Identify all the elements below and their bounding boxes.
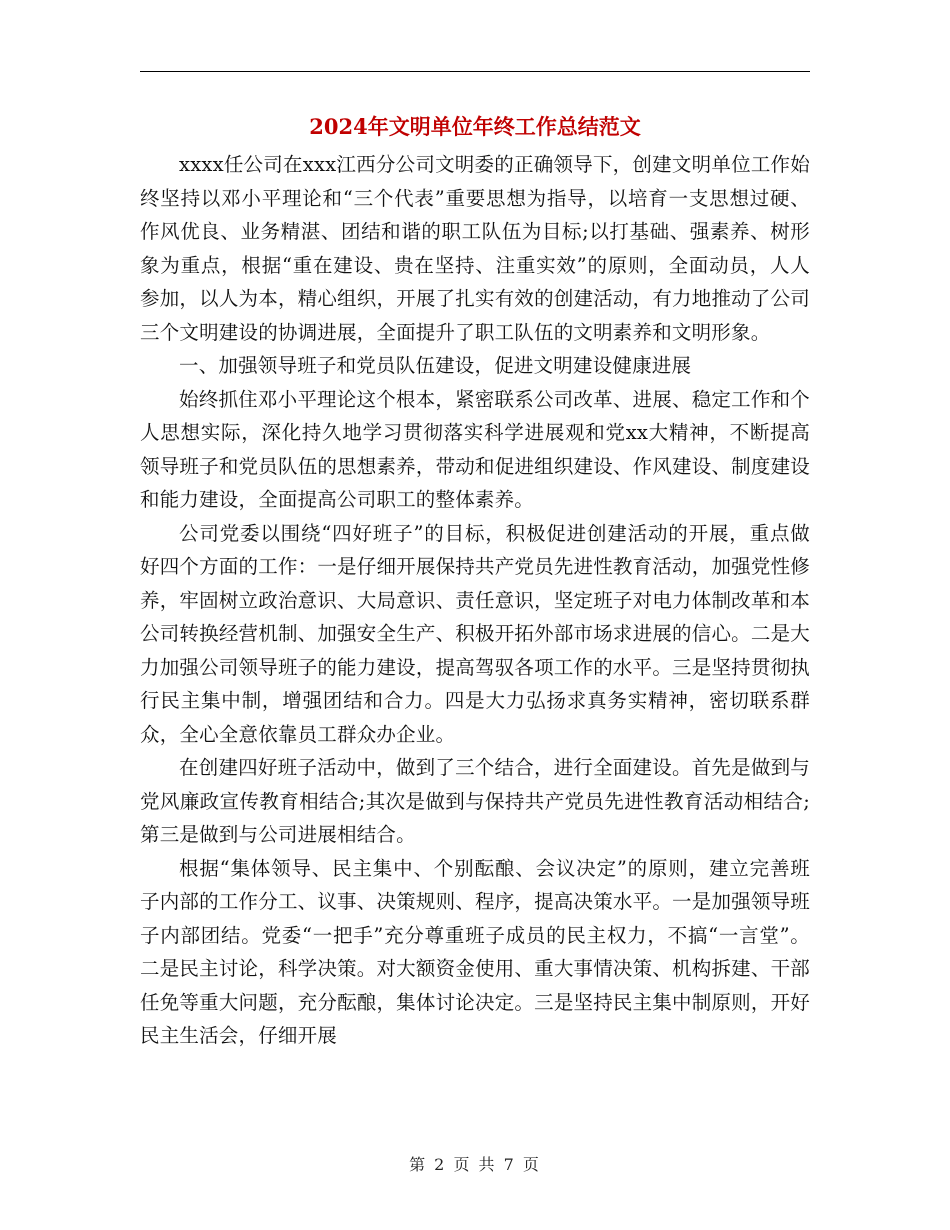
paragraph-theory: 始终抓住邓小平理论这个根本，紧密联系公司改革、进展、稳定工作和个人思想实际，深化持久地学习贯彻落实科学进展观和党xx大精神，不断提高领导班子和党员队伍的思想素养，带动和促进组织建设、作风建设、制度建设和能力建设，全面提高公司职工的整体素养。 — [140, 387, 810, 511]
document-body — [140, 148, 810, 1053]
section-heading-1: 一、加强领导班子和党员队伍建设，促进文明建设健康进展 — [179, 354, 692, 377]
page-number-footer: 第 2 页 共 7 页 — [409, 1155, 541, 1174]
paragraph-intro: xxxx任公司在xxx江西分公司文明委的正确领导下，创建文明单位工作始终坚持以邓小平理论和“三个代表”重要思想为指导，以培育一支思想过硬、作风优良、业务精湛、团结和谐的职工队伍为目标;以打基础、强素养、树形象为重点，根据“重在建设、贵在坚持、注重实效”的原则，全面动员，人人参加，以人为本，精心组织，开展了扎实有效的创建活动，有力地推动了公司三个文明建设的协调进展，全面提升了职工队伍的文明素养和文明形象。 — [140, 153, 810, 344]
paragraph-four-good-team: 公司党委以围绕“四好班子”的目标，积极促进创建活动的开展，重点做好四个方面的工作：一是仔细开展保持共产党员先进性教育活动，加强党性修养，牢固树立政治意识、大局意识、责任意识，坚定班子对电力体制改革和本公司转换经营机制、加强安全生产、积极开拓外部市场求进展的信心。二是大力加强公司领导班子的能力建设，提高驾驭各项工作的水平。三是坚持贯彻执行民主集中制，增强团结和合力。四是大力弘扬求真务实精神，密切联系群众，全心全意依靠员工群众办企业。 — [140, 521, 810, 746]
paragraph-three-combinations: 在创建四好班子活动中，做到了三个结合，进行全面建设。首先是做到与党风廉政宣传教育相结合;其次是做到与保持共产党员先进性教育活动相结合;第三是做到与公司进展相结合。 — [140, 756, 810, 846]
document-title: 2024年文明单位年终工作总结范文 — [309, 114, 641, 139]
paragraph-democratic-centralism: 根据“集体领导、民主集中、个别酝酿、会议决定”的原则，建立完善班子内部的工作分工、议事、决策规则、程序，提高决策水平。一是加强领导班子内部团结。党委“一把手”充分尊重班子成员的民主权力，不搞“一言堂”。二是民主讨论，科学决策。对大额资金使用、重大事情决策、机构拆建、干部任免等重大问题，充分酝酿，集体讨论决定。三是坚持民主集中制原则，开好民主生活会，仔细开展 — [140, 856, 810, 1047]
header-rule — [140, 71, 810, 72]
